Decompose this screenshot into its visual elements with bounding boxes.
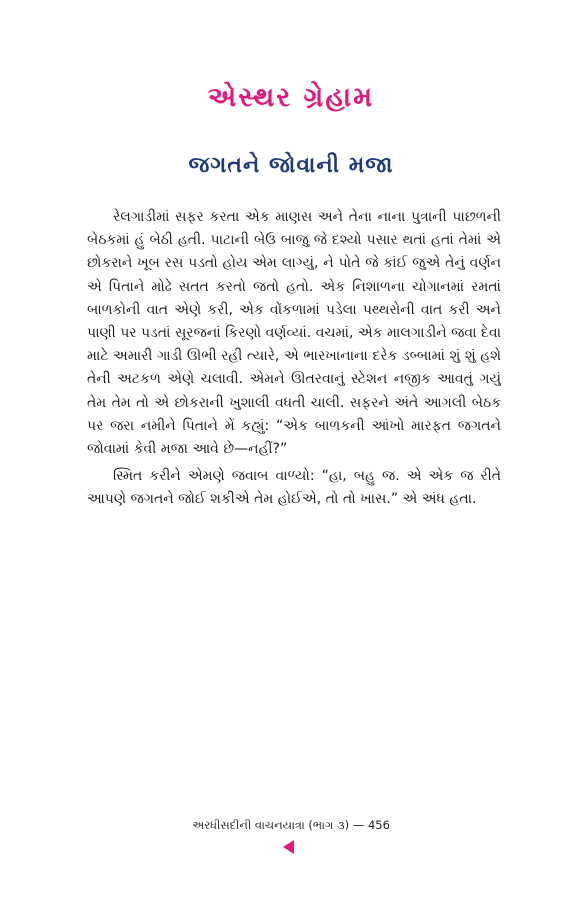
- story-body: [87, 206, 501, 516]
- paragraph-1: રેલગાડીમાં સફર કરતા એક માણસ અને તેના નાના પુત્રાની પાછળની બેઠકમાં હું બેઠી હતી. પાટાની બેઉ બાજુ જે દશ્યો પસાર થતાં હતાં તેમાં એ છોકરાને ખૂબ રસ પડતો હોય એમ લાગ્યું, ને પોતે જે કાંઈ જુએ તેનું વર્ણન એ પિતાને મોઢે સતત કરતો જતો હતો. એક નિશાળના ચોગાનમાં રમતાં બાળકોની વાત એણે કરી, એક વોંકળામાં પડેલા પથ્થરોની વાત કરી અને પાણી પર પડતાં સૂરજનાં કિરણો વર્ણવ્યાં. વચમાં, એક માલગાડીને જવા દેવા માટે અમારી ગાડી ઊભી રહી ત્યારે, એ ભારખાનાના દરેક ડબ્બામાં શું શું હશે તેની અટકળ એણે ચલાવી. એમને ઊતરવાનું સ્ટેશન નજીક આવતું ગયું તેમ તેમ તો એ છોકરાની ખુશાલી વધતી ચાલી. સફરને અંતે આગલી બેઠક પર જરા નમીને પિતાને મેં કહ્યું: “એક બાળકની આંખો મારફત જગતને જોવામાં કેવી મજા આવે છે—નહીં?”: [87, 209, 501, 458]
- story-title: જગતને જોવાની મજા: [188, 153, 394, 178]
- author-name: એસ્થર ગ્રેહામ: [207, 82, 375, 113]
- page-footer: અરધીસદીની વાચનયાત્રા (ભાગ ૩) — 456: [192, 818, 390, 832]
- paragraph-2: સ્મિત કરીને એમણે જવાબ વાળ્યો: “હા, બહુ જ. એ એક જ રીતે આપણે જગતને જોઈ શકીએ તેમ હોઈએ, તો તો ખાસ.” એ અંધ હતા.: [87, 468, 501, 508]
- left-triangle-icon[interactable]: [283, 840, 294, 854]
